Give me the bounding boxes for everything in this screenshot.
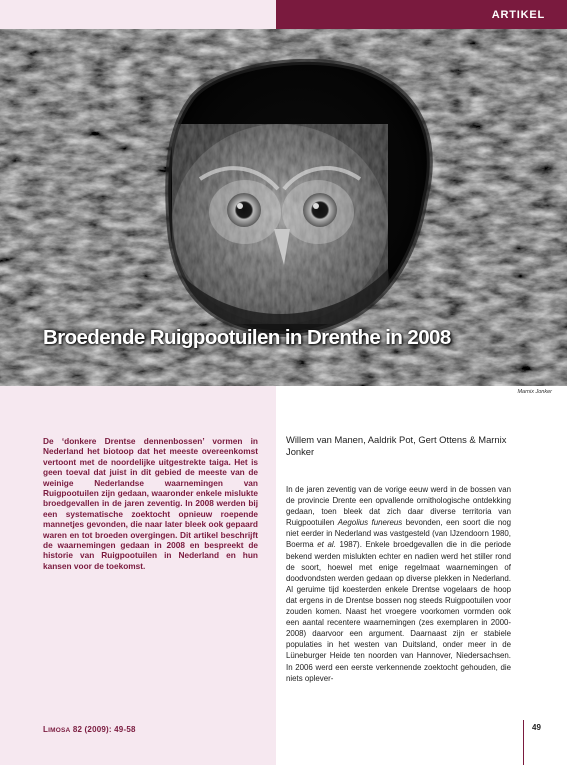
- header-band: [0, 0, 567, 29]
- body-text-part-3: 1987). Enkele broedgevallen die in die periode bekend werden mislukten echter en nadien werd het stiller rond de soort, hoewel met enige regelmaat waarnemingen of doodvondsten werden gedaan op diverse plekken in Nederland. Al geruime tijd koesterden enkele Drentse vogelaars de hoop dat ergens in de Drentse bossen nog steeds Ruigpootuilen voor zouden komen. Naast het vroegere voorkomen vormden ook een aantal recentere waarnemingen (zes exemplaren in 2000-2008) daarvoor een argument. Daarnaast zijn er stabiele populaties in het westen van Duitsland, onder meer in de Lüneburger Heide ten noorden van Hannover, Niedersachsen. In 2006 werd een eerste verkennende zoektocht gehouden, die niets oplever-: [286, 540, 511, 683]
- section-label: ARTIKEL: [491, 9, 545, 21]
- et-al: et al.: [317, 540, 336, 550]
- species-name: Aegolius funereus: [337, 518, 403, 528]
- article-title: Broedende Ruigpootuilen in Drenthe in 2008: [43, 326, 451, 349]
- article-authors: Willem van Manen, Aaldrik Pot, Gert Ottens & Marnix Jonker: [286, 434, 507, 457]
- page-number: 49: [532, 723, 541, 732]
- owl-left-eye: [227, 193, 261, 227]
- owl-right-eye: [303, 193, 337, 227]
- page-number-rule: [523, 720, 524, 765]
- journal-smallcaps: IMOSA: [48, 727, 71, 734]
- article-abstract: De ‘donkere Drentse dennenbossen’ vormen in Nederland het biotoop dat het meeste overeenkomst vertoont met de noordelijke uitgestrekte taiga. Het is geen toeval dat juist in dit gebied de meeste van de weinige Nederlandse waarnemingen van Ruigpootuilen zijn gedaan, waaronder enkele mislukte broedgevallen in de jaren zeventig. In 2008 werden bij een systematische zoektocht opnieuw roepende mannetjes gevonden, die naar later bleek ook gepaard waren en tot broeden overgingen. Dit artikel beschrijft de waarnemingen gedaan in 2008 en bespreekt de historie van Ruigpootuilen in Nederland en hun kansen voor de toekomst.: [43, 436, 258, 571]
- journal-volume: 82 (2009): 49-58: [70, 725, 136, 734]
- photo-credit: Marnix Jonker: [517, 389, 552, 395]
- article-body: [286, 484, 511, 684]
- section-tab: [276, 0, 567, 29]
- body-text-part-1: In de jaren zeventig van de vorige eeuw werd in de bossen van de provincie Drente een opvallende ornithologische ontdekking gedaan, toen bleek dat zich daar diverse territoria van Ruigpootuilen: [286, 485, 511, 528]
- journal-initial: L: [43, 725, 49, 734]
- body-text-part-2: bevonden, een soort die nog niet eerder in Nederland was vastgesteld (van IJzendoorn 1980, Boerma: [286, 518, 511, 550]
- journal-citation: [43, 725, 136, 734]
